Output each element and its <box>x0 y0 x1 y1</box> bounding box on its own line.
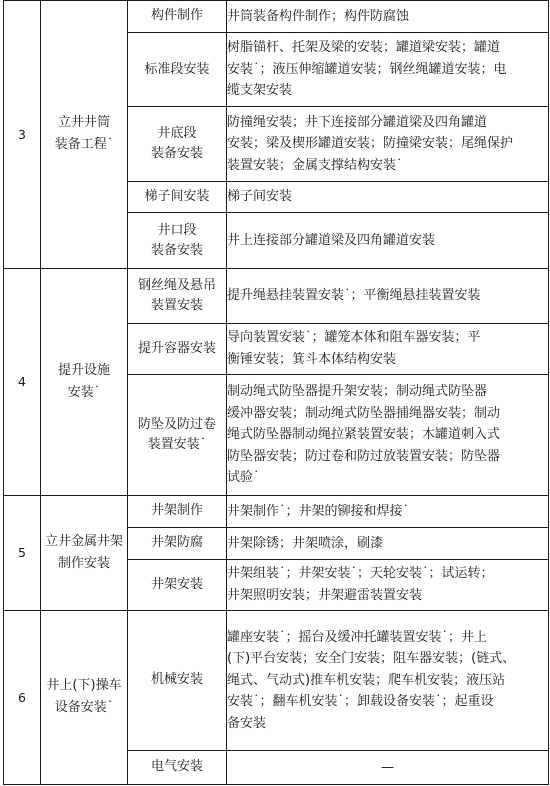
table-row <box>4 495 549 527</box>
item-number: 6 <box>4 610 41 784</box>
sub-project-name <box>128 32 227 106</box>
sub-project-name-line: 井口段 <box>157 222 197 238</box>
sub-item-content <box>227 610 549 750</box>
unit-project-name <box>41 1 128 269</box>
sub-item-content <box>227 527 549 559</box>
sub-item-content <box>227 268 549 323</box>
unit-project-name-line: 立井井筒 <box>57 115 110 131</box>
unit-project-name <box>41 268 128 495</box>
sub-project-name-line: 井架制作 <box>150 503 203 519</box>
sub-item-content-line: 提升绳悬挂装置安装˙；平衡绳悬挂装置安装 <box>227 288 481 304</box>
sub-project-name-line: 井架防腐 <box>150 535 203 551</box>
sub-item-content-line: 缓冲器安装；制动绳式防坠器捕绳器安装；制动 <box>227 405 501 421</box>
sub-project-name-line: 钢丝绳及悬吊 <box>137 277 216 293</box>
sub-item-content-line: 井架组装˙；井架安装˙；天轮安装˙；试运转； <box>227 566 494 582</box>
sub-project-name-line: 井架安装 <box>150 576 203 592</box>
table-row <box>4 1 549 33</box>
sub-project-name <box>128 495 227 527</box>
sub-item-content-line: 梯子间安装 <box>227 189 293 205</box>
sub-item-content-line: 井架除锈；井架喷涂，刷漆 <box>227 535 384 551</box>
sub-item-content-line: 备安装 <box>227 715 267 731</box>
sub-project-name <box>128 527 227 559</box>
sub-project-name-line: 电气安装 <box>150 759 203 775</box>
sub-project-name-line: 井底段 <box>157 125 197 141</box>
sub-item-content <box>227 323 549 374</box>
sub-item-content-line: 罐座安装˙；摇台及缓冲托罐装置安装˙；井上 <box>227 629 488 645</box>
sub-item-content-line: 防坠器安装；防过卷和防过放装置安装；防坠器 <box>227 448 501 464</box>
sub-item-content-line: 试验˙ <box>227 470 260 486</box>
sub-project-name <box>128 559 227 610</box>
unit-project-name <box>41 495 128 610</box>
item-number: 3 <box>4 1 41 269</box>
unit-project-name-line: 设备安装˙ <box>54 700 114 716</box>
sub-item-content-line: 安装；梁及楔形罐道安装；防撞梁安装；尾绳保护 <box>227 136 514 152</box>
sub-item-content-line: 井上连接部分罐道梁及四角罐道安装 <box>227 232 436 248</box>
sub-item-content-line: 防撞绳安装；井下连接部分罐道梁及四角罐道 <box>227 114 488 130</box>
sub-item-content <box>227 107 549 181</box>
unit-project-name-line: 提升设施 <box>57 362 110 378</box>
engineering-division-table <box>3 0 549 785</box>
sub-project-name <box>128 107 227 181</box>
sub-project-name <box>128 750 227 784</box>
sub-project-name-line: 防坠及防过卷 <box>137 416 216 432</box>
item-number: 5 <box>4 495 41 610</box>
unit-project-name-line: 井上(下)操车 <box>46 678 122 694</box>
sub-item-content <box>227 750 549 784</box>
sub-project-name-line: 提升容器安装 <box>137 340 216 356</box>
sub-project-name <box>128 323 227 374</box>
unit-project-name-line: 装备工程˙ <box>54 137 114 153</box>
sub-item-content-line: 安装˙；翻车机安装˙；卸载设备安装˙；起重设 <box>227 694 494 710</box>
sub-project-name <box>128 1 227 33</box>
sub-item-content-line: 衡锤安装；箕斗本体结构安装 <box>227 351 397 367</box>
sub-project-name-line: 梯子间安装 <box>144 189 210 204</box>
table-row <box>4 268 549 323</box>
sub-item-content-line: 装置安装；金属支撑结构安装˙ <box>227 157 403 173</box>
unit-project-name-line: 制作安装 <box>57 555 110 571</box>
sub-project-name-line: 机械安装 <box>150 672 203 688</box>
sub-item-content <box>227 495 549 527</box>
sub-item-content-line: 井架制作˙；井架的铆接和焊接˙ <box>227 503 410 519</box>
sub-project-name-line: 装备安装 <box>150 242 203 258</box>
sub-item-content <box>227 374 549 495</box>
sub-project-name <box>128 181 227 213</box>
sub-project-name-line: 构件制作 <box>150 8 203 24</box>
sub-item-content-line: — <box>381 759 394 775</box>
sub-project-name-line: 装备安装 <box>150 145 203 161</box>
sub-item-content-line: 缆支架安装 <box>227 83 293 99</box>
sub-project-name <box>128 268 227 323</box>
sub-item-content <box>227 213 549 268</box>
sub-item-content-line: 制动绳式防坠器提升架安装；制动绳式防坠器 <box>227 384 488 400</box>
sub-item-content <box>227 559 549 610</box>
sub-project-name-line: 标准段安装 <box>144 61 210 77</box>
unit-project-name <box>41 610 128 784</box>
sub-project-name <box>128 610 227 750</box>
sub-project-name <box>128 213 227 268</box>
sub-item-content-line: 井筒装备构件制作；构件防腐蚀 <box>227 8 410 24</box>
sub-project-name-line: 装置安装 <box>150 297 203 313</box>
table-row <box>4 610 549 750</box>
sub-project-name <box>128 374 227 495</box>
sub-item-content <box>227 32 549 106</box>
sub-project-name-line: 装置安装˙ <box>147 436 207 452</box>
sub-item-content <box>227 181 549 213</box>
item-number: 4 <box>4 268 41 495</box>
sub-item-content-line: 树脂锚杆、托架及梁的安装；罐道梁安装；罐道 <box>227 40 501 56</box>
sub-item-content-line: 导向装置安装˙；罐笼本体和阻车器安装；平 <box>227 330 481 346</box>
unit-project-name-line: 立井金属井架 <box>44 533 123 549</box>
unit-project-name-line: 安装˙ <box>67 384 101 400</box>
sub-item-content <box>227 1 549 33</box>
sub-item-content-line: 井架照明安装；井架避雷装置安装 <box>227 587 423 603</box>
sub-item-content-line: (下)平台安装；安全门安装；阻车器安装；(链式、 <box>227 651 516 667</box>
sub-item-content-line: 安装˙；液压伸缩罐道安装；钢丝绳罐道安装；电 <box>227 61 507 77</box>
sub-item-content-line: 绳式、气动式)推车机安装；爬车机安装；液压站 <box>227 672 506 688</box>
sub-item-content-line: 绳式防坠器制动绳拉紧装置安装；木罐道刺入式 <box>227 427 501 443</box>
